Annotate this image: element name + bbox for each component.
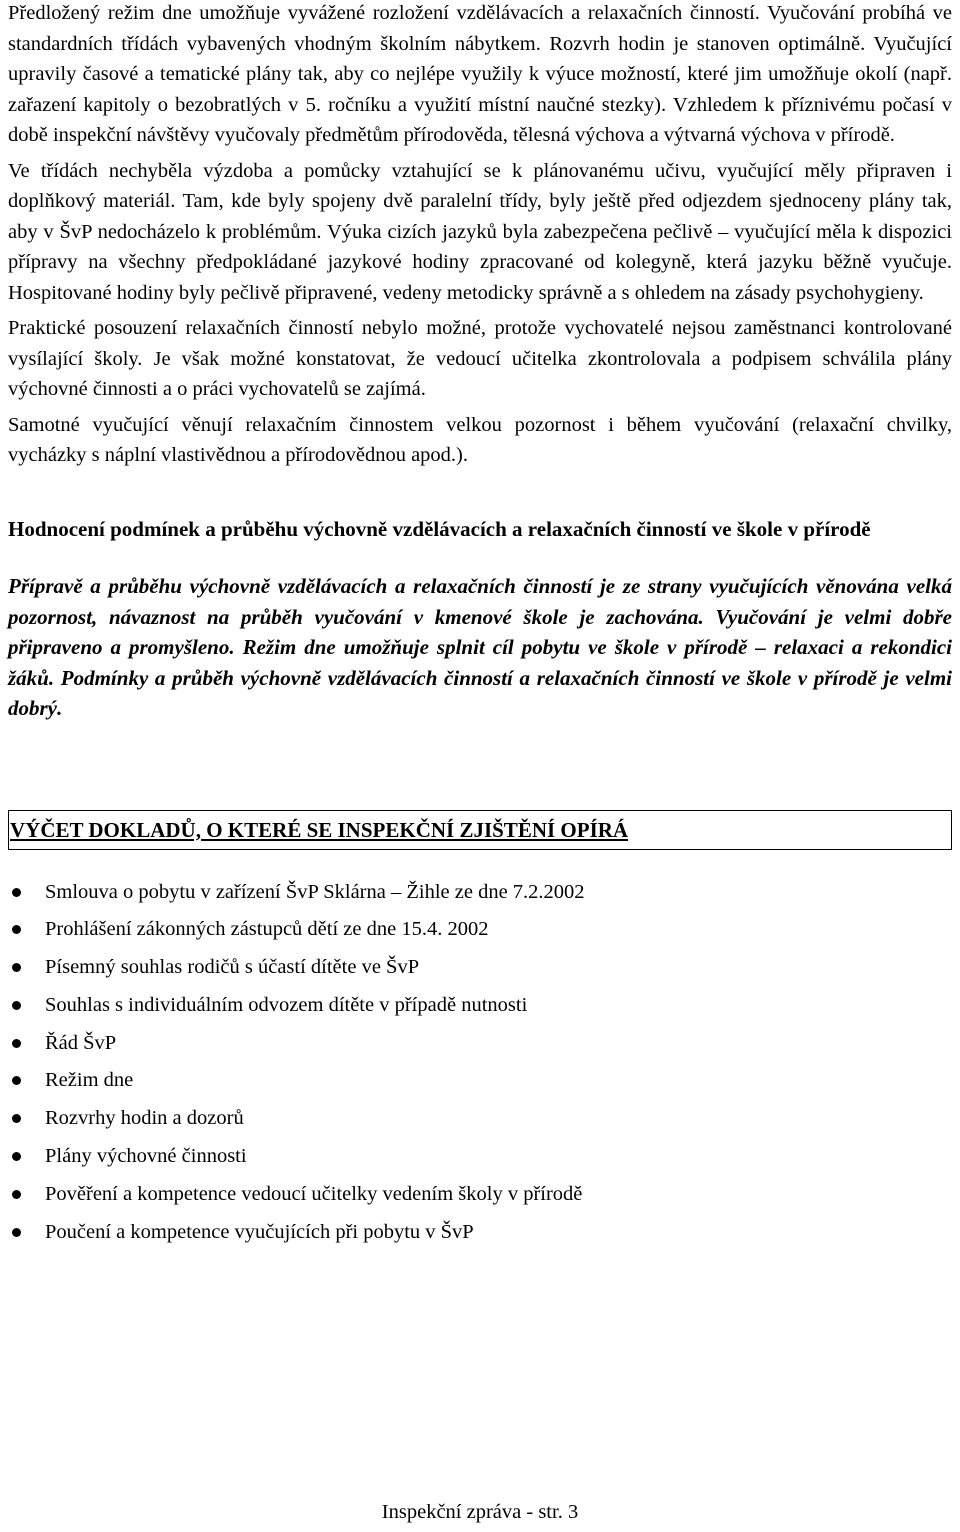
bullet-icon bbox=[12, 1190, 21, 1199]
evidence-list-item: Prohlášení zákonných zástupců dětí ze dne 15.4. 2002 bbox=[8, 911, 952, 949]
bullet-icon bbox=[12, 1039, 21, 1048]
evidence-list-item: Smlouva o pobytu v zařízení ŠvP Sklárna – Žihle ze dne 7.2.2002 bbox=[8, 874, 952, 912]
document-page bbox=[8, 0, 952, 1251]
evidence-list-item: Pověření a kompetence vedoucí učitelky vedením školy v přírodě bbox=[8, 1176, 952, 1214]
evidence-list-item: Plány výchovné činnosti bbox=[8, 1138, 952, 1176]
bullet-icon bbox=[12, 963, 21, 972]
assessment-summary: Přípravě a průběhu výchovně vzdělávacích a relaxačních činností je ze strany vyučujících věnována velká pozornost, návaznost na průběh vyučování v kmenové škole je zachována. Vyučování je velmi dobře připraveno a promyšleno. Režim dne umožňuje splnit cíl pobytu ve škole v přírodě – relaxaci a rekondici žáků. Podmínky a průběh výchovně vzdělávacích činností a relaxačních činností ve škole v přírodě je velmi dobrý. bbox=[8, 574, 952, 720]
bullet-icon bbox=[12, 925, 21, 934]
page-footer: Inspekční zpráva - str. 3 bbox=[381, 1501, 579, 1523]
evidence-heading-box bbox=[8, 810, 952, 850]
section-heading: Hodnocení podmínek a průběhu výchovně vzdělávacích a relaxačních činností ve škole v přírodě bbox=[8, 516, 871, 541]
evidence-heading: VÝČET DOKLADŮ, O KTERÉ SE INSPEKČNÍ ZJIŠTĚNÍ OPÍRÁ bbox=[10, 817, 629, 842]
paragraph-daily-regime: Předložený režim dne umožňuje vyvážené rozložení vzdělávacích a relaxačních činností. Vyučování probíhá ve standardních třídách vybavených vhodným školním nábytkem. Rozvrh hodin je stanoven optimálně. Vyučující upravily časové a tematické plány tak, aby co nejlépe využily k výuce možností, které jim umožňuje okolí (např. zařazení kapitoly o bezobratlých v 5. ročníku a využití místní naučné stezky). Vzhledem k příznivému počasí v době inspekční návštěvy vyučovaly předmětům přírodověda, tělesná výchova a výtvarná výchova v přírodě. bbox=[8, 2, 952, 146]
paragraph-teacher-attention: Samotné vyučující věnují relaxačním činnostem velkou pozornost i během vyučování (relaxační chvilky, vycházky s náplní vlastivědnou a přírodovědnou apod.). bbox=[8, 413, 952, 466]
bullet-icon bbox=[12, 1114, 21, 1123]
evidence-list-item: Poučení a kompetence vyučujících při pobytu v ŠvP bbox=[8, 1214, 952, 1252]
bullet-icon bbox=[12, 888, 21, 897]
evidence-list-item: Rozvrhy hodin a dozorů bbox=[8, 1100, 952, 1138]
bullet-icon bbox=[12, 1152, 21, 1161]
evidence-list-item: Režim dne bbox=[8, 1062, 952, 1100]
bullet-icon bbox=[12, 1228, 21, 1237]
bullet-icon bbox=[12, 1001, 21, 1010]
bullet-icon bbox=[12, 1076, 21, 1085]
evidence-list bbox=[8, 874, 952, 1252]
evidence-list-item: Souhlas s individuálním odvozem dítěte v případě nutnosti bbox=[8, 987, 952, 1025]
paragraph-classroom-equipment: Ve třídách nechyběla výzdoba a pomůcky vztahující se k plánovanému učivu, vyučující měly připraven i doplňkový materiál. Tam, kde byly spojeny dvě paralelní třídy, byly ještě před odjezdem sjednoceny plány tak, aby v ŠvP nedocházelo k problémům. Výuka cizích jazyků byla zabezpečena pečlivě – vyučující měla k dispozici přípravy na všechny předpokládané jazykové hodiny zpracované od kolegyně, která jazyku běžně vyučuje. Hospitované hodiny byly pečlivě připravené, vedeny metodicky správně a s ohledem na zásady psychohygieny. bbox=[8, 159, 952, 304]
paragraph-relaxation-assessment: Praktické posouzení relaxačních činností nebylo možné, protože vychovatelé nejsou zaměstnanci kontrolované vysílající školy. Je však možné konstatovat, že vedoucí učitelka zkontrolovala a podpisem schválila plány výchovné činnosti a o práci vychovatelů se zajímá. bbox=[8, 317, 952, 400]
evidence-list-item: Řád ŠvP bbox=[8, 1025, 952, 1063]
evidence-list-item: Písemný souhlas rodičů s účastí dítěte ve ŠvP bbox=[8, 949, 952, 987]
